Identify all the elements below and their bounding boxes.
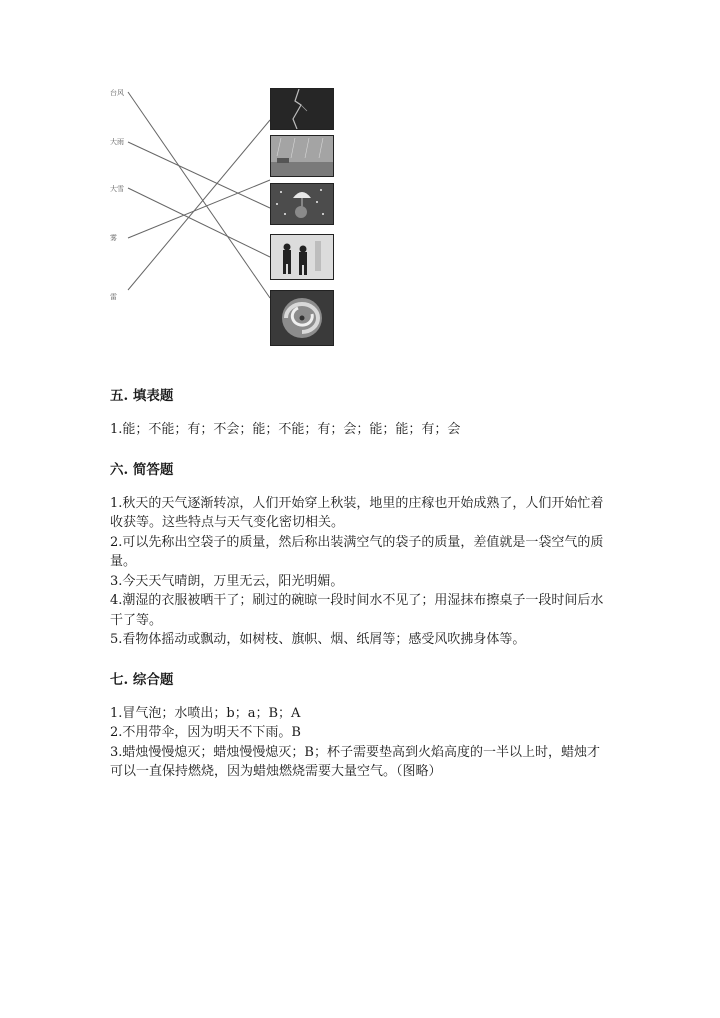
match-line-fog	[128, 180, 270, 238]
match-line-typhoon	[128, 92, 270, 298]
section-7-item-2: 2.不用带伞，因为明天不下雨。B	[110, 725, 301, 740]
lightning-photo	[270, 88, 334, 130]
section-7-item-3: 3.蜡烛慢慢熄灭；蜡烛慢慢熄灭；B；杯子需要垫高到火焰高度的一半以上时，蜡烛才可以一直保持燃烧，因为蜡烛燃烧需要大量空气。（图略）	[110, 744, 600, 779]
fog-people-photo	[270, 234, 334, 280]
section-6-item-1: 1.秋天的天气逐渐转凉，人们开始穿上秋装，地里的庄稼也开始成熟了，人们开始忙着收获等。这些特点与天气变化密切相关。	[110, 495, 604, 530]
typhoon-satellite-photo	[270, 290, 334, 346]
section-6-item-4: 4.潮湿的衣服被晒干了；刷过的碗晾一段时间水不见了；用湿抹布擦桌子一段时间后水干了等。	[110, 593, 604, 628]
heavy-rain-photo	[270, 135, 334, 177]
section-6-item-5: 5.看物体摇动或飘动，如树枝、旗帜、烟、纸屑等；感受风吹拂身体等。	[110, 632, 526, 647]
section-6-item-3: 3.今天天气晴朗，万里无云，阳光明媚。	[110, 573, 344, 589]
section-6-title: 六. 简答题	[110, 461, 174, 478]
term-heavy-snow: 大雪	[110, 185, 124, 193]
section-7-title: 七. 综合题	[110, 671, 174, 688]
section-5-item-1: 1.能；不能；有；不会；能；不能；有；会；能；能；有；会	[110, 422, 461, 437]
term-heavy-rain: 大雨	[110, 138, 124, 146]
answer-content	[110, 386, 610, 782]
term-thunder: 雷	[110, 293, 117, 301]
section-7-item-1: 1.冒气泡；水喷出；b；a；B；A	[110, 705, 301, 721]
snow-umbrella-photo	[270, 183, 334, 225]
term-typhoon: 台风	[110, 89, 124, 97]
section-6-item-2: 2.可以先称出空袋子的质量，然后称出装满空气的袋子的质量，差值就是一袋空气的质量。	[110, 534, 604, 569]
section-5-title: 五. 填表题	[110, 388, 174, 404]
match-line-thunder	[128, 120, 270, 290]
matching-figure	[100, 80, 350, 360]
term-fog: 雾	[110, 234, 117, 242]
